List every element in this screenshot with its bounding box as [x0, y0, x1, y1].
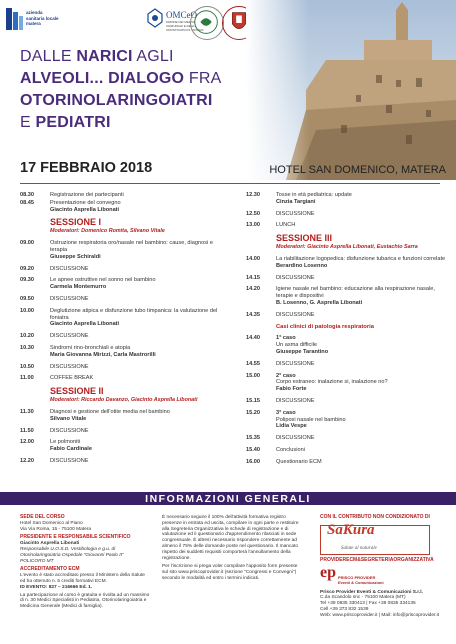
program-row: 14.20 Igiene nasale nel bambino: educazione alla respirazione nasale, terapie e dispositivi B. Losenno, G. Asprella Libonati [246, 286, 435, 306]
session-2-title: SESSIONE II [50, 386, 104, 397]
provider-web: Web: www.priscoprovider.it | Mail: info@priscoprovider.it [320, 612, 440, 618]
program-row: 15.15 DISCUSSIONE [246, 397, 315, 404]
provider-cell: Cell +39 373 832 1539 [320, 606, 369, 612]
program-row: 14.40 1° caso Un asma difficile Giuseppe Tarantino [246, 335, 329, 355]
info-band [0, 492, 456, 505]
program-row: 10.00 Deglutizione atipica e disfunzione tubo timpanica: la valutazione del foniatra Giacinto Asprella Libonati [20, 307, 218, 328]
president-role: Responsabile U.O.S.D. Vestibologia e g.u. di Otorinolaringoiatria Ospedale "Giovanni Paolo II" POLICORO MT [20, 546, 124, 564]
contributor-heading: CON IL CONTRIBUTO NON CONDIZIONATO DI [320, 514, 430, 520]
provider-heading: PROVIDERECM&SEGRETERIAORGANIZZATIVA [320, 556, 434, 563]
info-col-1 [20, 512, 150, 610]
president-name: Giacinto Asprella Libonati [20, 541, 80, 547]
requirements-text: È necessario seguire il 100% dell'attività formativa registro presenze in entrata ed uscita, compilare in ogni parte e restituire alla Segreteria Organizzativa le schede di registrazione e di valutazione ed il questionario d'apprendimento rilasciati in sede congressuale. È altresì necessario rispondere correttamente ad almeno il 75% delle domande poste nel questionario. Il mancato rispetto dei suddetti requisiti comporterà l'annullamento della registrazione. [162, 515, 299, 561]
program-row: 14.15 DISCUSSIONE [246, 274, 315, 281]
venue-line: Hotel San Domenico al Piano [20, 520, 83, 526]
session-2-moderators: Moderatori: Riccardo Davanzo, Giacinto Asprella Libonati [50, 397, 198, 404]
clinical-cases-heading: Casi clinici di patologia respiratoria [276, 323, 374, 330]
program-row: 09.50 DISCUSSIONE [20, 295, 89, 302]
program-row: 09.30 Le apnee ostruttive nel sonno nel bambino Carmela Montemurro [20, 277, 156, 291]
participation-text: La partecipazione al corso è gratuita e rivolta ad un massimo di n. 30 Medici Specialisti in Pediatria, Otorinolaringoiatria e Medicina Generale (Medici di famiglia). [20, 592, 150, 610]
program-row: 15.40 Conclusioni [246, 446, 305, 453]
program-row: 11.30 Diagnosi e gestione dell'otite media nel bambino Silvano Vitale [20, 408, 170, 422]
event-id: ID EVENTO: 827 – 216666 Ed. 1. [20, 584, 93, 590]
program-row: 12.00 Le polmoniti Fabio Cardinale [20, 439, 92, 453]
event-venue: HOTEL SAN DOMENICO, MATERA [269, 164, 446, 176]
program-row: 14.00 La riabilitazione logopedica: disfunzione tubarica e funzioni correlate Berardino Losenno [246, 255, 446, 269]
omceo-emblem-icon [146, 8, 164, 28]
program-row: 14.35 DISCUSSIONE [246, 311, 315, 318]
ecm-text: L'evento è stato accreditato presso il Ministero della Salute ed ha ottenuto n. 5 crediti formativi ECM. [20, 573, 145, 584]
program-row: 10.30 Sindromi rino-bronchiali e atopia Maria Giovanna Mirizzi, Carla Mastrorilli [20, 344, 156, 358]
info-col-2 [162, 512, 302, 582]
program-row: 15.35 DISCUSSIONE [246, 435, 315, 442]
program-row: 11.50 DISCUSSIONE [20, 427, 89, 434]
asl-logo [6, 4, 58, 40]
registration-text: Per l'iscrizione si prega voler compilare l'apposito form presente sul sito www.priscoprovider.it (sezione "Congressi e Convegni") secondo le modalità ed entro i termini indicati. [162, 564, 298, 581]
program-row: 08.30 Registrazione dei partecipanti [20, 192, 124, 198]
program-row: 11.00 COFFEE BREAK [20, 375, 94, 382]
program-row: 15.20 3° caso Poliposi nasale nel bambino Lidia Vespe [246, 409, 346, 430]
sakura-logo: SaKura Salute al naturale [320, 525, 430, 555]
divider [20, 183, 440, 184]
event-title: DALLE NARICI AGLI ALVEOLI... DIALOGO FRA OTORINOLARINGOIATRI E PEDIATRI [20, 48, 222, 131]
asl-logo-text: azienda sanitaria locale matera [26, 10, 59, 26]
program-row: 12.30 Tosse in età pediatrica: update Cinzia Targiani [246, 192, 352, 205]
venue-line: Via Via Roma, 15 - 75100 Matera [20, 526, 92, 532]
session-3-moderators: Moderatori: Giacinto Asprella Libonati, Eustachio Sarra [276, 244, 418, 251]
asl-mark-icon [6, 6, 24, 32]
prisco-provider-logo: ep PRISCO PROVIDER Eventi & Comunicazioni [320, 563, 384, 585]
program-row: 16.00 Questionario ECM [246, 458, 322, 465]
matera-photo [246, 0, 456, 180]
event-date: 17 FEBBRAIO 2018 [20, 160, 153, 176]
program-row: 09.00 Ostruzione respiratoria oro/nasale nel bambino: cause, diagnosi e terapia Giuseppe Schiraldi [20, 240, 213, 260]
program-row: 15.00 2° caso Corpo estraneo: inalazione si, inalazione no? Fabio Forte [246, 372, 388, 393]
program-left [20, 192, 230, 470]
session-3-title: SESSIONE III [276, 233, 333, 244]
prisco-mark-icon: ep [320, 563, 336, 581]
provider-address: C.da Scandolo snc - 75100 Matera (MT) [320, 595, 406, 601]
session-1-moderators: Moderatori: Domenico Romita, Silvano Vitale [50, 228, 165, 235]
program-row: 13.00 LUNCH [246, 222, 296, 229]
seal-icon [190, 6, 224, 40]
program-row: 14.55 DISCUSSIONE [246, 360, 315, 367]
program-row: 08.45 Presentazione del convegno Giacinto Asprella Libonati [20, 199, 121, 213]
info-col-3 [320, 512, 445, 619]
program-row: 10.50 DISCUSSIONE [20, 363, 89, 370]
session-1-title: SESSIONE I [50, 217, 102, 228]
provider-name: Prisco Provider Eventi & Comunicazioni S.r.l. [320, 589, 423, 595]
program-row: 12.20 DISCUSSIONE [20, 457, 89, 464]
omceo-name: OMCeO [166, 10, 197, 20]
omceo-sub: ORDINE DEI MEDICI CHIRURGHI E DEGLI ODONTOIATRI DI MATERA [166, 20, 204, 32]
president-heading: PRESIDENTE E RESPONSABILE SCIENTIFICO [20, 534, 131, 541]
info-band-title: INFORMAZIONI GENERALI [145, 493, 311, 505]
ecm-heading: ACCREDITAMENTO ECM [20, 566, 80, 573]
venue-heading: SEDE DEL CORSO [20, 514, 65, 520]
program-row: 10.20 DISCUSSIONE [20, 333, 89, 340]
program-right [246, 192, 446, 471]
program-row: 12.50 DISCUSSIONE [246, 210, 315, 217]
program-row: 09.20 DISCUSSIONE [20, 265, 89, 272]
provider-phone: Tel +39 0835 330413 | Fax +39 0835 334135 [320, 601, 416, 607]
